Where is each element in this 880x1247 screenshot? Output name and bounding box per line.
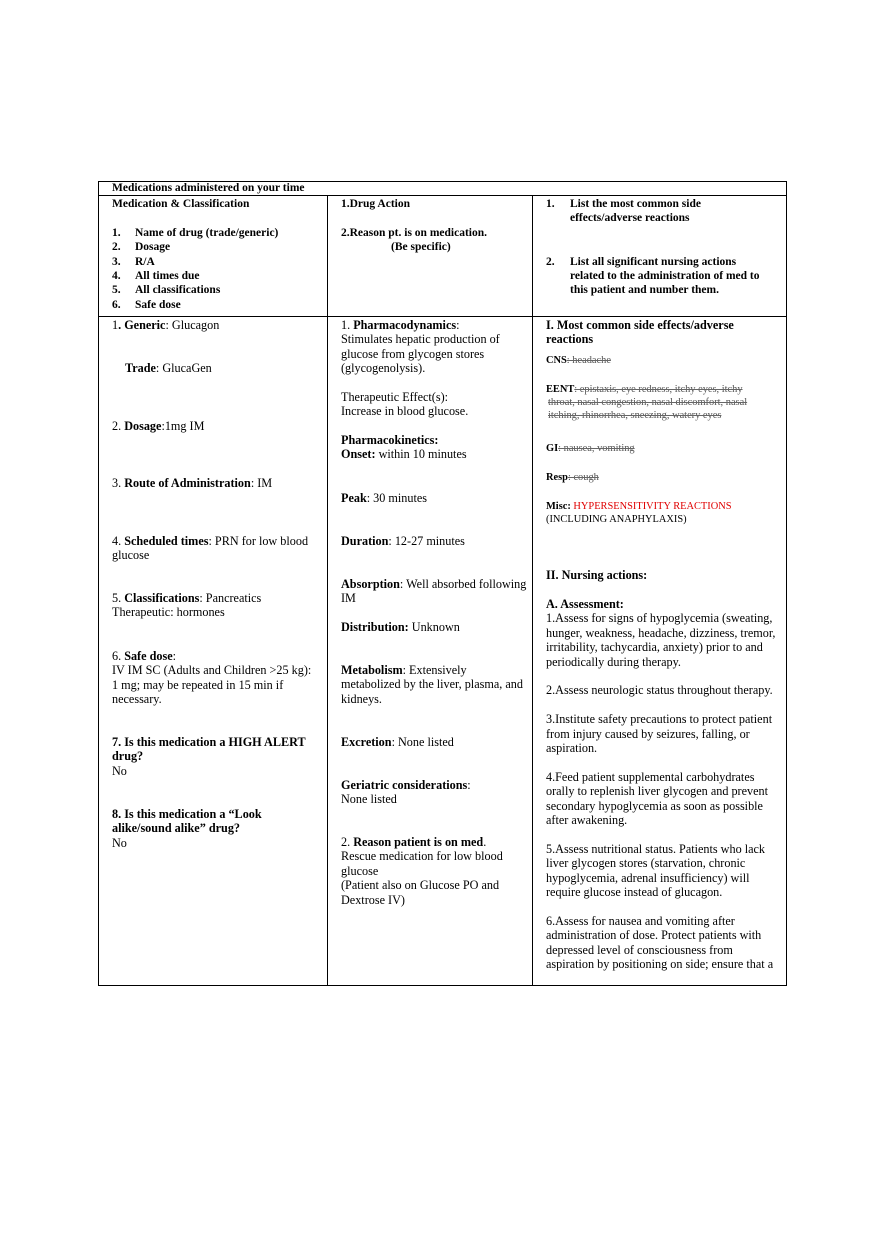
sched-value: : PRN for low blood [208,534,309,548]
high-alert-question [112,735,324,778]
assessment-item-3 [546,712,786,755]
peak [341,491,427,505]
assessment-item-2 [546,683,786,697]
assessment-item-5 [546,842,786,900]
reason-line3: (Patient also on Glucose PO and [341,878,500,893]
absorption-value: : Well absorbed following [399,577,527,591]
metabolism [341,663,533,706]
header-col3-item2-text3: this patient and number them. [570,284,719,297]
se-title2: reactions [546,332,594,347]
na-title: II. Nursing actions: [546,568,648,582]
dosage-value: :1mg IM [161,419,205,433]
pd-number: 1. [341,318,351,332]
safe-line1: IV IM SC (Adults and Children >25 kg): [112,663,312,678]
duration-label: Duration [341,534,389,548]
absorption [341,577,533,606]
dosage [112,419,204,433]
assessment-line: aspiration by positioning on side; ensure that a [546,957,774,972]
excretion [341,735,454,749]
gi-label: GI [546,443,559,454]
excretion-value: : None listed [391,735,454,749]
sched-label: Scheduled times [124,534,209,548]
trade-value: : GlucaGen [155,361,212,375]
q8-line1: 8. Is this medication a “Look [112,807,262,821]
misc-value: HYPERSENSITIVITY REACTIONS [573,501,732,512]
header-col2-line1: 1.Drug Action [341,198,410,210]
header-side-effects [546,197,784,298]
header-col1-item [112,298,324,312]
generic-number: 1 [112,318,119,332]
sched-number: 4. [112,534,122,548]
reason-number: 2. [341,835,351,849]
header-col1-list [112,226,324,312]
cns-effects [546,354,611,367]
class-value2: Therapeutic: hormones [112,605,225,620]
route [112,476,272,490]
pk-label: Pharmacokinetics: [341,433,439,447]
absorption-value2: IM [341,591,356,606]
assessment-item-1 [546,611,786,669]
assessment-line: hunger, weakness, headache, dizziness, tremor, [546,625,776,640]
te-label: Therapeutic Effect(s): [341,390,449,404]
assessment-line: secondary hypoglycemia as soon as possible [546,798,763,813]
reason-on-med: 2. Reason patient is on med. Rescue medication for low blood glucose (Patient also on Glucose PO and Dextrose IV) [341,835,503,907]
gi-value: : nausea, vomiting [558,443,635,454]
assessment-line: orally to replenish liver glycogen and prevent [546,784,769,799]
safe-line3: necessary. [112,692,162,707]
header-col1-item [112,283,324,297]
class-value: : Pancreatics [199,591,262,605]
generic-value: : Glucagon [165,318,220,332]
safe-label: Safe dose [124,649,173,663]
header-col1-item-text: All classifications [135,284,221,297]
header-col1-item [112,269,324,283]
header-col1-item-number: 2. [112,241,121,254]
header-col2-line2: 2.Reason pt. is on medication. [341,226,487,239]
eent-line1: : epistaxis, eye redness, itchy eyes, itchy [574,384,743,395]
metabolism-value: : Extensively [402,663,467,677]
assessment-line: administration of dose. Protect patients with [546,928,762,943]
route-label: Route of Administration [124,476,251,490]
absorption-label: Absorption [341,577,400,591]
resp-value: : cough [567,472,599,483]
assessment-item-4 [546,770,786,828]
nursing-actions-title [546,568,647,582]
reason-label: Reason patient is on med [353,835,484,849]
pd-label: Pharmacodynamics [353,318,457,332]
distribution-value: Unknown [408,620,460,634]
medication-table [98,195,787,986]
duration [341,534,465,548]
classifications [112,591,324,620]
cns-label: CNS [546,355,567,366]
header-col2-line3: (Be specific) [391,241,451,254]
eent-label: EENT [546,384,575,395]
assessment-line: hypoglycemia, adrenal insufficiency) will [546,870,750,885]
trade-label: Trade [125,361,156,375]
safe-dose: 6. Safe dose: IV IM SC (Adults and Children >25 kg): 1 mg; may be repeated in 15 min if necessary. [112,649,312,707]
header-col1-item-number: 5. [112,284,121,297]
assessment-item-6 [546,914,786,972]
header-col3-item2-number: 2. [546,255,555,268]
header-col3-item2-text: List all significant nursing actions [570,255,737,268]
safe-line2: 1 mg; may be repeated in 15 min if [112,677,284,692]
assessment-line: after awakening. [546,813,628,828]
q8-answer: No [112,835,127,850]
assessment-line: periodically during therapy. [546,654,681,669]
cns-value: : headache [566,355,611,366]
class-number: 5. [112,591,122,605]
therapeutic-effect [341,390,531,419]
q8-line2: alike/sound alike” drug? [112,821,241,836]
peak-value: : 30 minutes [366,491,427,505]
distribution-label: Distribution: [341,620,409,634]
metabolism-label: Metabolism [341,663,403,677]
scheduled-times [112,534,324,563]
q7-line2: drug? [112,749,144,764]
pd-line2: glucose from glycogen stores [341,346,485,361]
header-col1-item-text: Dosage [135,241,171,254]
dosage-label: Dosage [124,419,162,433]
pd-line1: Stimulates hepatic production of [341,332,500,347]
q7-line1: 7. Is this medication a HIGH ALERT [112,735,306,749]
column-divider [327,196,328,985]
assessment-line: depressed level of consciousness from [546,942,733,957]
header-col1-item-number: 6. [112,298,121,311]
assessment-line: 4.Feed patient supplemental carbohydrates [546,769,755,784]
generic-name: 1. Generic: Glucagon [112,318,220,332]
q7-answer: No [112,763,127,778]
misc-effects [546,500,732,526]
header-col3-item2-text2: related to the administration of med to [570,270,760,282]
se-title1: I. Most common side effects/adverse [546,318,734,332]
assessment-line: irritability, tachycardia, anxiety) prior to and [546,640,763,655]
assessment-line: 5.Assess nutritional status. Patients who lack [546,841,766,856]
header-col1-title: Medication & Classification [112,198,250,210]
assessment-section [546,597,786,971]
look-alike-question [112,807,324,850]
trade-name [125,361,212,375]
route-value: : IM [250,476,273,490]
pharmacokinetics [341,433,531,462]
generic-label: Generic [124,318,166,332]
geriatric-considerations: Geriatric considerations: None listed [341,778,471,807]
header-col1-item-text: Safe dose [135,298,181,311]
pd-line3: (glycogenolysis). [341,361,426,376]
header-col3-item1-text2: effects/adverse reactions [570,212,690,225]
excretion-label: Excretion [341,735,392,749]
misc-label: Misc: [546,501,571,512]
reason-line2: glucose [341,863,379,878]
header-col1-item [112,240,324,254]
assessment-line: 1.Assess for signs of hypoglycemia (sweating, [546,611,773,626]
assessment-line: 6.Assess for nausea and vomiting after [546,913,735,928]
side-effects-title [546,318,734,347]
sched-value2: glucose [112,548,150,563]
assessment-line: 2.Assess neurologic status throughout therapy. [546,683,773,698]
distribution [341,620,460,634]
onset-value: within 10 minutes [375,447,467,462]
resp-effects [546,471,599,484]
peak-label: Peak [341,491,367,505]
header-col1-item-number: 4. [112,270,121,283]
header-col1-item-number: 3. [112,255,121,268]
header-col1-item [112,226,324,240]
assessment-line: aspiration. [546,741,598,756]
header-col1-item-text: All times due [135,270,200,283]
geriatric-value: None listed [341,792,397,807]
assessment-line: from injury caused by seizures, falling, or [546,726,750,741]
header-col1-item [112,255,324,269]
header-drug-action [341,197,529,255]
reason-line1: Rescue medication for low blood [341,849,503,864]
reason-line4: Dextrose IV) [341,892,405,907]
assessment-line: 3.Institute safety precautions to protect patient [546,712,773,727]
header-col3-item1-text: List the most common side [570,198,701,210]
header-col1-item-text: R/A [135,255,155,268]
header-medication-classification [112,197,324,312]
metabolism-value2: metabolized by the liver, plasma, and [341,677,523,692]
geriatric-label: Geriatric considerations [341,778,468,792]
te-value: Increase in blood glucose. [341,404,469,419]
duration-value: : 12-27 minutes [388,534,465,548]
eent-line2: throat, nasal congestion, nasal discomfort, nasal [548,397,748,408]
page-title: Medications administered on your time [98,181,787,195]
pharmacodynamics: 1. Pharmacodynamics: Stimulates hepatic production of glucose from glycogen stores (glycogenolysis). [341,318,500,376]
assessment-line: require glucose instead of glucagon. [546,885,723,900]
misc-value2: (INCLUDING ANAPHYLAXIS) [546,514,687,525]
eent-line3: itching, rhinorrhea, sneezing, watery eyes [548,410,722,421]
eent-effects [546,383,786,422]
metabolism-value3: kidneys. [341,691,382,706]
gi-effects [546,442,635,455]
header-col3-item1-number: 1. [546,198,555,210]
header-row-divider [99,316,786,317]
onset-label: Onset: [341,447,376,462]
assessment-line: liver glycogen stores (starvation, chronic [546,856,746,871]
route-number: 3. [112,476,122,490]
header-col1-item-number: 1. [112,226,121,239]
resp-label: Resp [546,472,568,483]
assessment-title: A. Assessment: [546,597,624,611]
class-label: Classifications [124,591,200,605]
safe-number: 6. [112,649,122,663]
header-col1-item-text: Name of drug (trade/generic) [135,226,279,239]
dosage-number: 2. [112,419,122,433]
